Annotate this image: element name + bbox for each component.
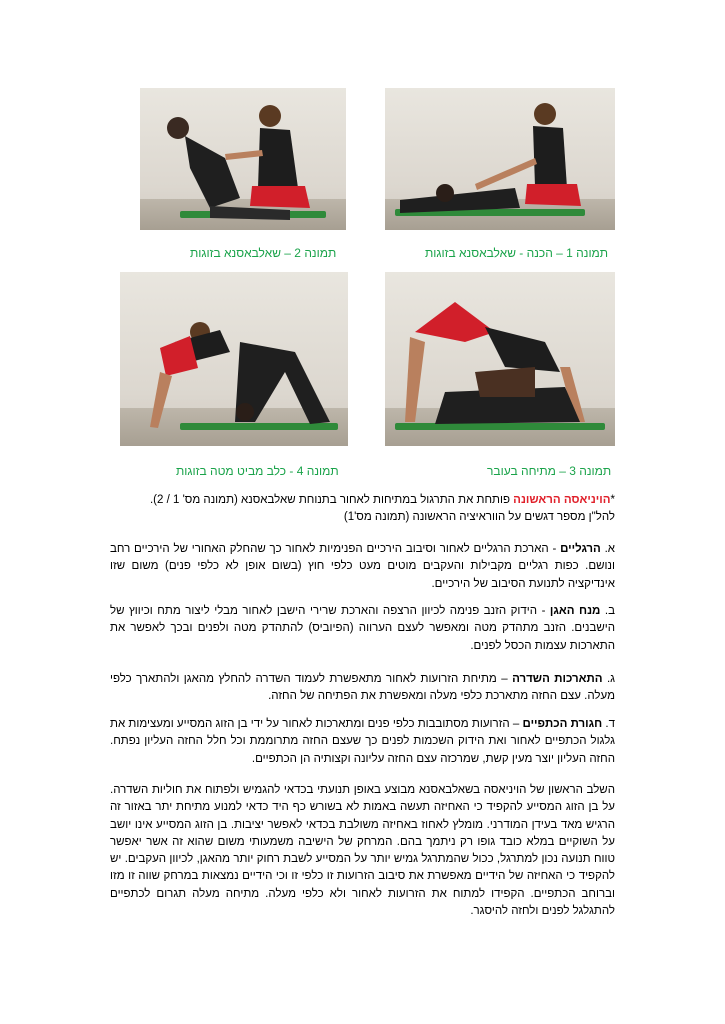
section-c (110, 671, 615, 706)
intro-highlight: הויניאסה הראשונה (513, 494, 611, 506)
section-d-title: חגורת הכתפיים (522, 718, 603, 730)
section-b (110, 603, 615, 655)
section-d-prefix: ד. (602, 718, 615, 730)
pose-illustration (385, 272, 615, 446)
section-b-title: מנח האגן (549, 605, 601, 617)
closing-text: השלב הראשון של הויניאסה בשאלבאסנא מבוצע באופן תנועתי בכדאי להגמיש ולפתוח את חוליות השדרה. על בן הזוג המסייע להקפיד כי האחיזה תעשה באמות לא בשורש כף היד כדאי למנוע מתיחת יתר באזור זה הרגיש מאד בעידן המודרני. מומלץ לאחוז באחיזה משולבת בכדאי לאפשר יציבות. בן הזוג המסייע אינו יושב על השוקיים במלא כובד גופו רק ניתמך בהם. המרחק של הישיבה משמעותי משום שהוא זה אשר יאפשר טווח תנועה נכון למתרגל, ככול שהמתרגל גמיש יותר על המסייע לשבת רחוק יותר מהאגן, לכיוון העקבים. יש להקפיד כי האחיזה של הידיים מאפשרת את סיבוב הזרועות זו כלפי זו וכי הידיים נמצאות במרחק שווה זו מזו וברוחב הכתפיים. הקפידו למתוח את הזרועות לאחור ולא כלפי מעלה. מתיחה מעלה תגרום לכתפיים להתגלגל לפנים ולחזה להיסגר. (110, 784, 615, 918)
intro-line-1: פותחת את התרגול במתיחות לאחור בתנוחת שאלבאסנא (תמונה מס' 1 / 2). (149, 494, 514, 506)
caption-photo-4: תמונה 4 - כלב מביט מטה בזוגות (176, 464, 339, 478)
section-c-body: – מתיחת הזרועות לאחור מתאפשרת לעמוד השדרה להחלץ מהאגן ולהתארך כלפי מעלה. עצם החזה מתארכת כלפי מעלה ומאפשרת את הפתיחה של החזה. (110, 673, 615, 703)
intro-line-2: להל"ן מספר דגשים על הווראיציה הראשונה (תמונה מס'1) (343, 511, 615, 524)
section-a (110, 541, 615, 593)
section-c-prefix: ג. (602, 673, 615, 685)
closing-paragraph (110, 782, 615, 920)
photo-2-shalabhasana-pairs (140, 88, 346, 230)
photo-4-downward-dog-pairs (120, 272, 348, 446)
section-d (110, 716, 615, 768)
section-b-body: - הידוק הזנב פנימה לכיוון הרצפה והארכת שרירי הישבן לאחור מבלי ליצור מתח וכיווץ של הישבנים. הזנב מתהדק מטה ומאפשר לעצם הערווה (הפיוביס) להתהדק מטה ולפנים ובכך לאפשר את התארכות עצמות הכסל לפנים. (110, 605, 615, 652)
photo-3-child-pose-stretch (385, 272, 615, 446)
section-c-title: התארכות השדרה (512, 673, 603, 685)
pose-illustration (120, 272, 348, 446)
caption-photo-1: תמונה 1 – הכנה - שאלבאסנא בזוגות (425, 246, 609, 260)
caption-photo-2: תמונה 2 – שאלבאסנא בזוגות (190, 246, 337, 260)
section-a-body: - הארכת הרגליים לאחור וסיבוב הירכיים הפנימיות לאחור כך שהחלק האחורי של הירכיים רחב ונושם. כפות רגליים מקבילות והעקבים מוטים מעט כלפי חוץ (בשום אופן לא כלפי פנים) משום שזו אינדיקציה לתנועת הסיבוב של הירכיים. (110, 543, 615, 590)
section-d-body: – הזרועות מסתובבות כלפי פנים ומתארכות לאחור על ידי בן הזוג המסייע ומעצימות את גלגול הכתפיים לאחור ואת הידוק השכמות לפנים כך שעצם החזה מתרוממת וכל חלל החזה העליון נפתח. החזה העליון יוצר מעין קשת, שמרכזה עצם החזה עליונה וקצותיה הן הכתפיים. (110, 718, 615, 765)
section-a-prefix: א. (600, 543, 615, 555)
section-b-prefix: ב. (600, 605, 615, 617)
intro-paragraph (110, 492, 615, 527)
asterisk: * (610, 494, 615, 506)
photo-1-prep-shalabhasana (385, 88, 615, 230)
section-a-title: הרגליים (560, 543, 601, 555)
pose-illustration (140, 88, 346, 230)
caption-photo-3: תמונה 3 – מתיחה בעובר (487, 464, 612, 478)
pose-illustration (385, 88, 615, 230)
